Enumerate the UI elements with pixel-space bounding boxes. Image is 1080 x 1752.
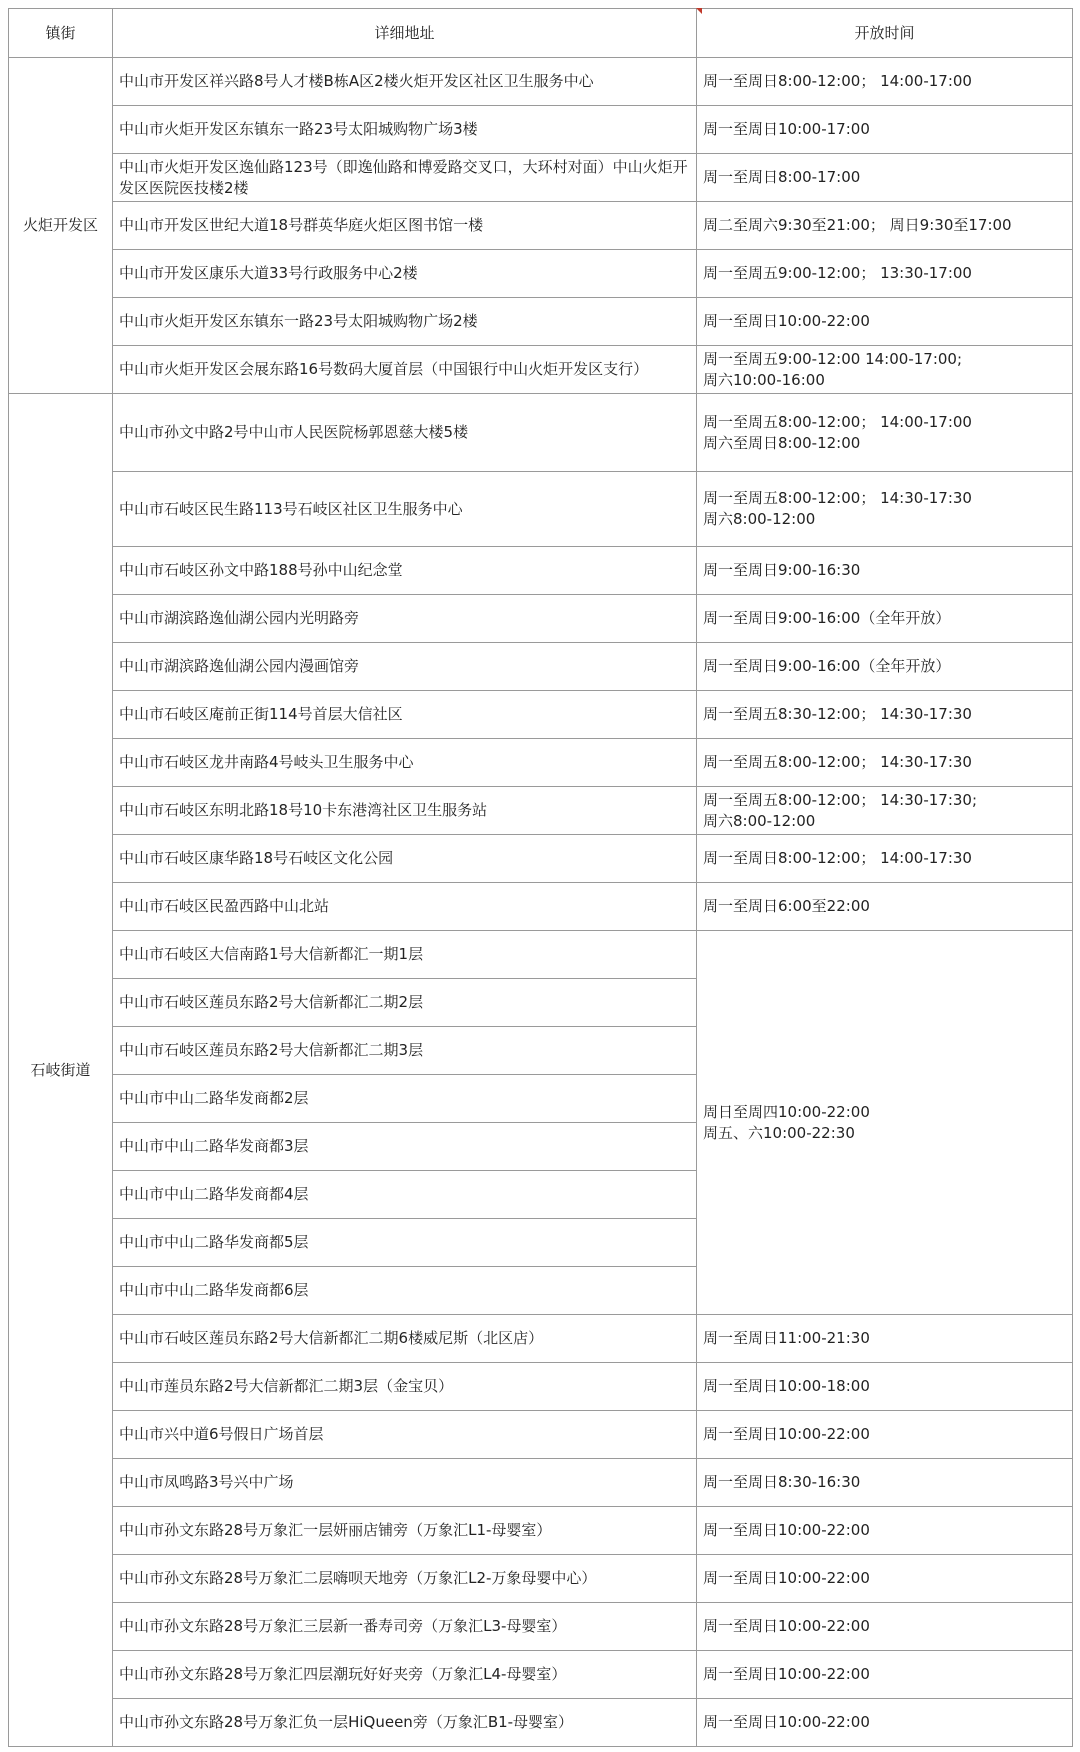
address-cell: 中山市火炬开发区东镇东一路23号太阳城购物广场2楼 <box>113 298 697 346</box>
hours-cell: 周一至周日10:00-22:00 <box>697 298 1073 346</box>
address-cell: 中山市火炬开发区会展东路16号数码大厦首层（中国银行中山火炬开发区支行） <box>113 346 697 394</box>
hours-cell: 周一至周五8:00-12:00； 14:00-17:00 周六至周日8:00-12:00 <box>697 394 1073 472</box>
hours-cell: 周一至周日8:00-12:00； 14:00-17:00 <box>697 58 1073 106</box>
address-cell: 中山市石岐区民盈西路中山北站 <box>113 883 697 931</box>
table-row <box>9 835 1073 883</box>
address-cell: 中山市石岐区孙文中路188号孙中山纪念堂 <box>113 547 697 595</box>
table-row <box>9 643 1073 691</box>
address-cell: 中山市石岐区莲员东路2号大信新都汇二期2层 <box>113 979 697 1027</box>
hours-cell: 周一至周日10:00-22:00 <box>697 1555 1073 1603</box>
hours-cell: 周一至周日10:00-22:00 <box>697 1651 1073 1699</box>
table-row <box>9 202 1073 250</box>
address-cell: 中山市孙文东路28号万象汇一层妍丽店铺旁（万象汇L1-母婴室） <box>113 1507 697 1555</box>
address-cell: 中山市孙文中路2号中山市人民医院杨郭恩慈大楼5楼 <box>113 394 697 472</box>
vaccination-sites-table-container <box>8 8 1072 1747</box>
table-row <box>9 547 1073 595</box>
table-row <box>9 472 1073 547</box>
table-row <box>9 1459 1073 1507</box>
table-row <box>9 1699 1073 1747</box>
table-row <box>9 1411 1073 1459</box>
merged-hours-cell: 周日至周四10:00-22:00 周五、六10:00-22:30 <box>697 931 1073 1315</box>
hours-cell: 周一至周日10:00-18:00 <box>697 1363 1073 1411</box>
address-cell: 中山市凤鸣路3号兴中广场 <box>113 1459 697 1507</box>
address-cell: 中山市湖滨路逸仙湖公园内漫画馆旁 <box>113 643 697 691</box>
hours-cell: 周一至周日9:00-16:00（全年开放） <box>697 643 1073 691</box>
address-cell: 中山市莲员东路2号大信新都汇二期3层（金宝贝） <box>113 1363 697 1411</box>
table-row <box>9 1651 1073 1699</box>
hours-cell: 周一至周日10:00-22:00 <box>697 1507 1073 1555</box>
address-cell: 中山市石岐区莲员东路2号大信新都汇二期3层 <box>113 1027 697 1075</box>
address-cell: 中山市石岐区民生路113号石岐区社区卫生服务中心 <box>113 472 697 547</box>
hours-cell: 周一至周日10:00-22:00 <box>697 1411 1073 1459</box>
table-row <box>9 250 1073 298</box>
hours-cell: 周一至周日8:30-16:30 <box>697 1459 1073 1507</box>
hours-cell: 周一至周日9:00-16:30 <box>697 547 1073 595</box>
address-cell: 中山市开发区世纪大道18号群英华庭火炬区图书馆一楼 <box>113 202 697 250</box>
table-row <box>9 739 1073 787</box>
address-cell: 中山市石岐区莲员东路2号大信新都汇二期6楼威尼斯（北区店） <box>113 1315 697 1363</box>
hours-cell: 周一至周日8:00-17:00 <box>697 154 1073 202</box>
address-cell: 中山市孙文东路28号万象汇三层新一番寿司旁（万象汇L3-母婴室） <box>113 1603 697 1651</box>
table-row <box>9 1507 1073 1555</box>
header-hours: 开放时间 <box>697 9 1073 58</box>
vaccination-sites-table <box>8 8 1073 1747</box>
address-cell: 中山市中山二路华发商都5层 <box>113 1219 697 1267</box>
table-row <box>9 346 1073 394</box>
table-row <box>9 394 1073 472</box>
address-cell: 中山市石岐区大信南路1号大信新都汇一期1层 <box>113 931 697 979</box>
hours-cell: 周一至周日10:00-22:00 <box>697 1699 1073 1747</box>
hours-cell: 周一至周五8:00-12:00； 14:30-17:30 <box>697 739 1073 787</box>
table-row <box>9 58 1073 106</box>
address-cell: 中山市孙文东路28号万象汇二层嗨呗天地旁（万象汇L2-万象母婴中心） <box>113 1555 697 1603</box>
table-row <box>9 595 1073 643</box>
address-cell: 中山市火炬开发区东镇东一路23号太阳城购物广场3楼 <box>113 106 697 154</box>
hours-cell: 周一至周日10:00-22:00 <box>697 1603 1073 1651</box>
address-cell: 中山市兴中道6号假日广场首层 <box>113 1411 697 1459</box>
header-town: 镇街 <box>9 9 113 58</box>
table-header-row <box>9 9 1073 58</box>
address-cell: 中山市石岐区龙井南路4号岐头卫生服务中心 <box>113 739 697 787</box>
hours-cell: 周一至周日6:00至22:00 <box>697 883 1073 931</box>
table-row <box>9 787 1073 835</box>
hours-cell: 周一至周日8:00-12:00； 14:00-17:30 <box>697 835 1073 883</box>
table-row <box>9 298 1073 346</box>
hours-cell: 周一至周五9:00-12:00； 13:30-17:00 <box>697 250 1073 298</box>
address-cell: 中山市孙文东路28号万象汇负一层HiQueen旁（万象汇B1-母婴室） <box>113 1699 697 1747</box>
hours-cell: 周一至周五8:00-12:00； 14:30-17:30; 周六8:00-12:00 <box>697 787 1073 835</box>
table-row <box>9 106 1073 154</box>
table-row <box>9 883 1073 931</box>
hours-cell: 周一至周日9:00-16:00（全年开放） <box>697 595 1073 643</box>
address-cell: 中山市石岐区庵前正街114号首层大信社区 <box>113 691 697 739</box>
address-cell: 中山市孙文东路28号万象汇四层潮玩好好夹旁（万象汇L4-母婴室） <box>113 1651 697 1699</box>
address-cell: 中山市中山二路华发商都3层 <box>113 1123 697 1171</box>
hours-cell: 周一至周五9:00-12:00 14:00-17:00; 周六10:00-16:00 <box>697 346 1073 394</box>
address-cell: 中山市石岐区东明北路18号10卡东港湾社区卫生服务站 <box>113 787 697 835</box>
address-cell: 中山市开发区祥兴路8号人才楼B栋A区2楼火炬开发区社区卫生服务中心 <box>113 58 697 106</box>
table-row <box>9 691 1073 739</box>
address-cell: 中山市中山二路华发商都2层 <box>113 1075 697 1123</box>
hours-cell: 周一至周日11:00-21:30 <box>697 1315 1073 1363</box>
table-row <box>9 154 1073 202</box>
address-cell: 中山市石岐区康华路18号石岐区文化公园 <box>113 835 697 883</box>
town-cell: 石岐街道 <box>9 394 113 1747</box>
hours-cell: 周一至周日10:00-17:00 <box>697 106 1073 154</box>
header-address: 详细地址 <box>113 9 697 58</box>
town-cell: 火炬开发区 <box>9 58 113 394</box>
hours-cell: 周一至周五8:30-12:00； 14:30-17:30 <box>697 691 1073 739</box>
address-cell: 中山市火炬开发区逸仙路123号（即逸仙路和博爱路交叉口，大环村对面）中山火炬开发区医院医技楼2楼 <box>113 154 697 202</box>
table-row <box>9 1315 1073 1363</box>
table-row <box>9 1603 1073 1651</box>
table-row <box>9 931 1073 979</box>
table-row <box>9 1555 1073 1603</box>
address-cell: 中山市中山二路华发商都4层 <box>113 1171 697 1219</box>
hours-cell: 周一至周五8:00-12:00； 14:30-17:30 周六8:00-12:00 <box>697 472 1073 547</box>
address-cell: 中山市开发区康乐大道33号行政服务中心2楼 <box>113 250 697 298</box>
address-cell: 中山市湖滨路逸仙湖公园内光明路旁 <box>113 595 697 643</box>
corner-marker <box>696 8 702 14</box>
table-row <box>9 1363 1073 1411</box>
address-cell: 中山市中山二路华发商都6层 <box>113 1267 697 1315</box>
hours-cell: 周二至周六9:30至21:00； 周日9:30至17:00 <box>697 202 1073 250</box>
